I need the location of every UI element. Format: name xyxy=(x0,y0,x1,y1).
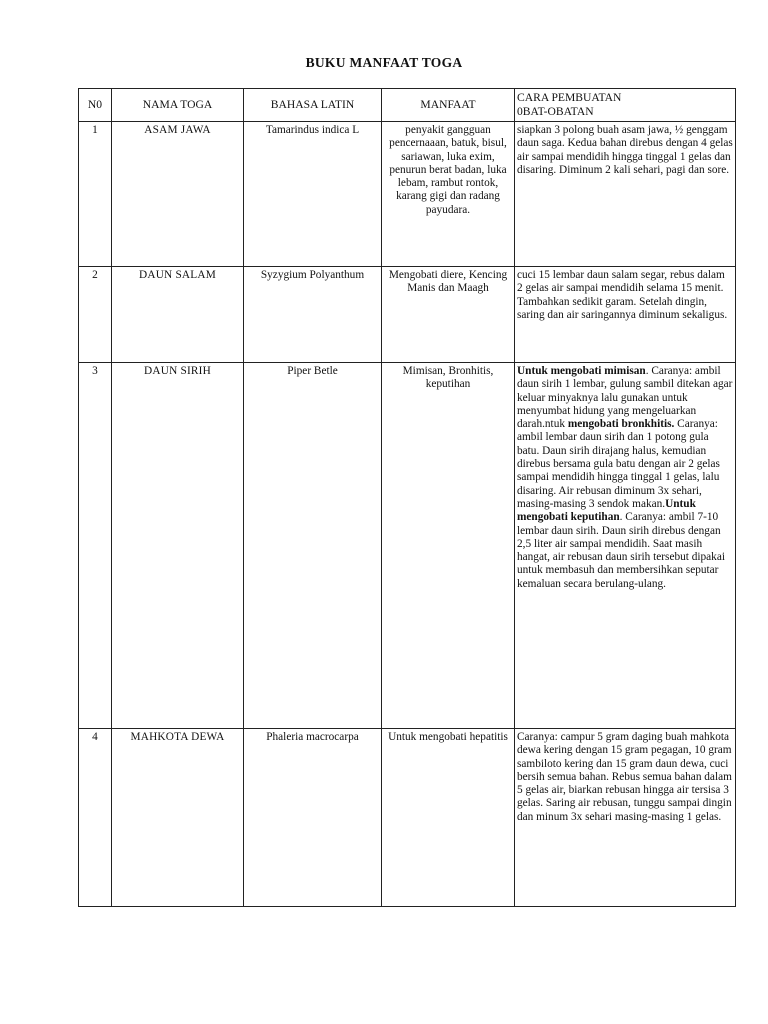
header-nama-toga: NAMA TOGA xyxy=(112,89,244,122)
row-latin: Phaleria macrocarpa xyxy=(244,729,382,907)
row-no: 1 xyxy=(79,122,112,267)
row-cara: siapkan 3 polong buah asam jawa, ½ genggam daun saga. Kedua bahan direbus dengan 4 gelas air sampai mendidih hingga tinggal 1 gelas dan disaring. Diminum 2 kali sehari, pagi dan sore. xyxy=(515,122,736,267)
cara-bold-mimisan: Untuk mengobati mimisan xyxy=(517,365,646,377)
cara-text-keputihan: . Caranya: ambil 7-10 lembar daun sirih. Daun sirih direbus dengan 2,5 liter air sampai mendidih. Saat masih hangat, air rebusan daun sirih tersebut dipakai untuk membasuh dan membersihkan seputar kemaluan secara berulang-ulang. xyxy=(517,511,725,590)
row-nama: DAUN SALAM xyxy=(112,267,244,363)
page-title: BUKU MANFAAT TOGA xyxy=(305,55,463,70)
row-latin: Syzygium Polyanthum xyxy=(244,267,382,363)
row-cara xyxy=(515,363,736,729)
row-cara: Caranya: campur 5 gram daging buah mahkota dewa kering dengan 15 gram pegagan, 10 gram sambiloto kering dan 15 gram daun dewa, cuci bersih semua bahan. Rebus semua bahan dalam 5 gelas air, biarkan rebusan hingga air tersisa 3 gelas. Saring air rebusan, tunggu sampai dingin dan minum 3x sehari masing-masing 1 gelas. xyxy=(515,729,736,907)
row-nama: DAUN SIRIH xyxy=(112,363,244,729)
header-bahasa-latin: BAHASA LATIN xyxy=(244,89,382,122)
row-manfaat: Mimisan, Bronhitis, keputihan xyxy=(382,363,515,729)
header-cara-pembuatan xyxy=(515,89,736,122)
row-manfaat: Mengobati diere, Kencing Manis dan Maagh xyxy=(382,267,515,363)
row-cara: cuci 15 lembar daun salam segar, rebus dalam 2 gelas air sampai mendidih selama 15 menit. Tambahkan sedikit garam. Setelah dingin, saring dan air saringannya diminum sekaligus. xyxy=(515,267,736,363)
table-row xyxy=(79,363,736,729)
cara-text-mimisan: . Caranya: ambil daun sirih 1 lembar, gulung sambil ditekan agar keluar minyaknya lalu gunakan untuk menyumbat hidung yang mengeluarkan darah.ntuk xyxy=(517,365,733,431)
table-row xyxy=(79,729,736,907)
cara-bold-keputihan: Untuk mengobati keputihan xyxy=(517,497,696,524)
table-row xyxy=(79,122,736,267)
cara-bold-bronkhitis: mengobati bronkhitis. xyxy=(567,418,675,431)
row-no: 3 xyxy=(79,363,112,729)
row-nama: MAHKOTA DEWA xyxy=(112,729,244,907)
header-no: N0 xyxy=(79,89,112,122)
cara-text-bronkhitis: Caranya: ambil lembar daun sirih dan 1 potong gula batu. Daun sirih dirajang halus, kemudian direbus bersama gula batu dengan air 2 gelas sampai mendidih hingga tinggal 1 gelas, lalu disaring. Air rebusan diminum 3x sehari, masing-masing 3 sendok makan. xyxy=(517,418,720,510)
header-cara-line2: 0BAT-OBATAN xyxy=(517,105,594,118)
row-manfaat: Untuk mengobati hepatitis xyxy=(382,729,515,907)
row-nama: ASAM JAWA xyxy=(112,122,244,267)
row-latin: Tamarindus indica L xyxy=(244,122,382,267)
row-no: 2 xyxy=(79,267,112,363)
row-latin: Piper Betle xyxy=(244,363,382,729)
header-manfaat: MANFAAT xyxy=(382,89,515,122)
toga-table xyxy=(78,88,736,907)
row-no: 4 xyxy=(79,729,112,907)
table-header-row xyxy=(79,89,736,122)
table-row xyxy=(79,267,736,363)
header-cara-line1: CARA PEMBUATAN xyxy=(517,91,622,104)
row-manfaat: penyakit gangguan pencernaaan, batuk, bisul, sariawan, luka exim, penurun berat badan, luka lebam, rambut rontok, karang gigi dan radang payudara. xyxy=(382,122,515,267)
